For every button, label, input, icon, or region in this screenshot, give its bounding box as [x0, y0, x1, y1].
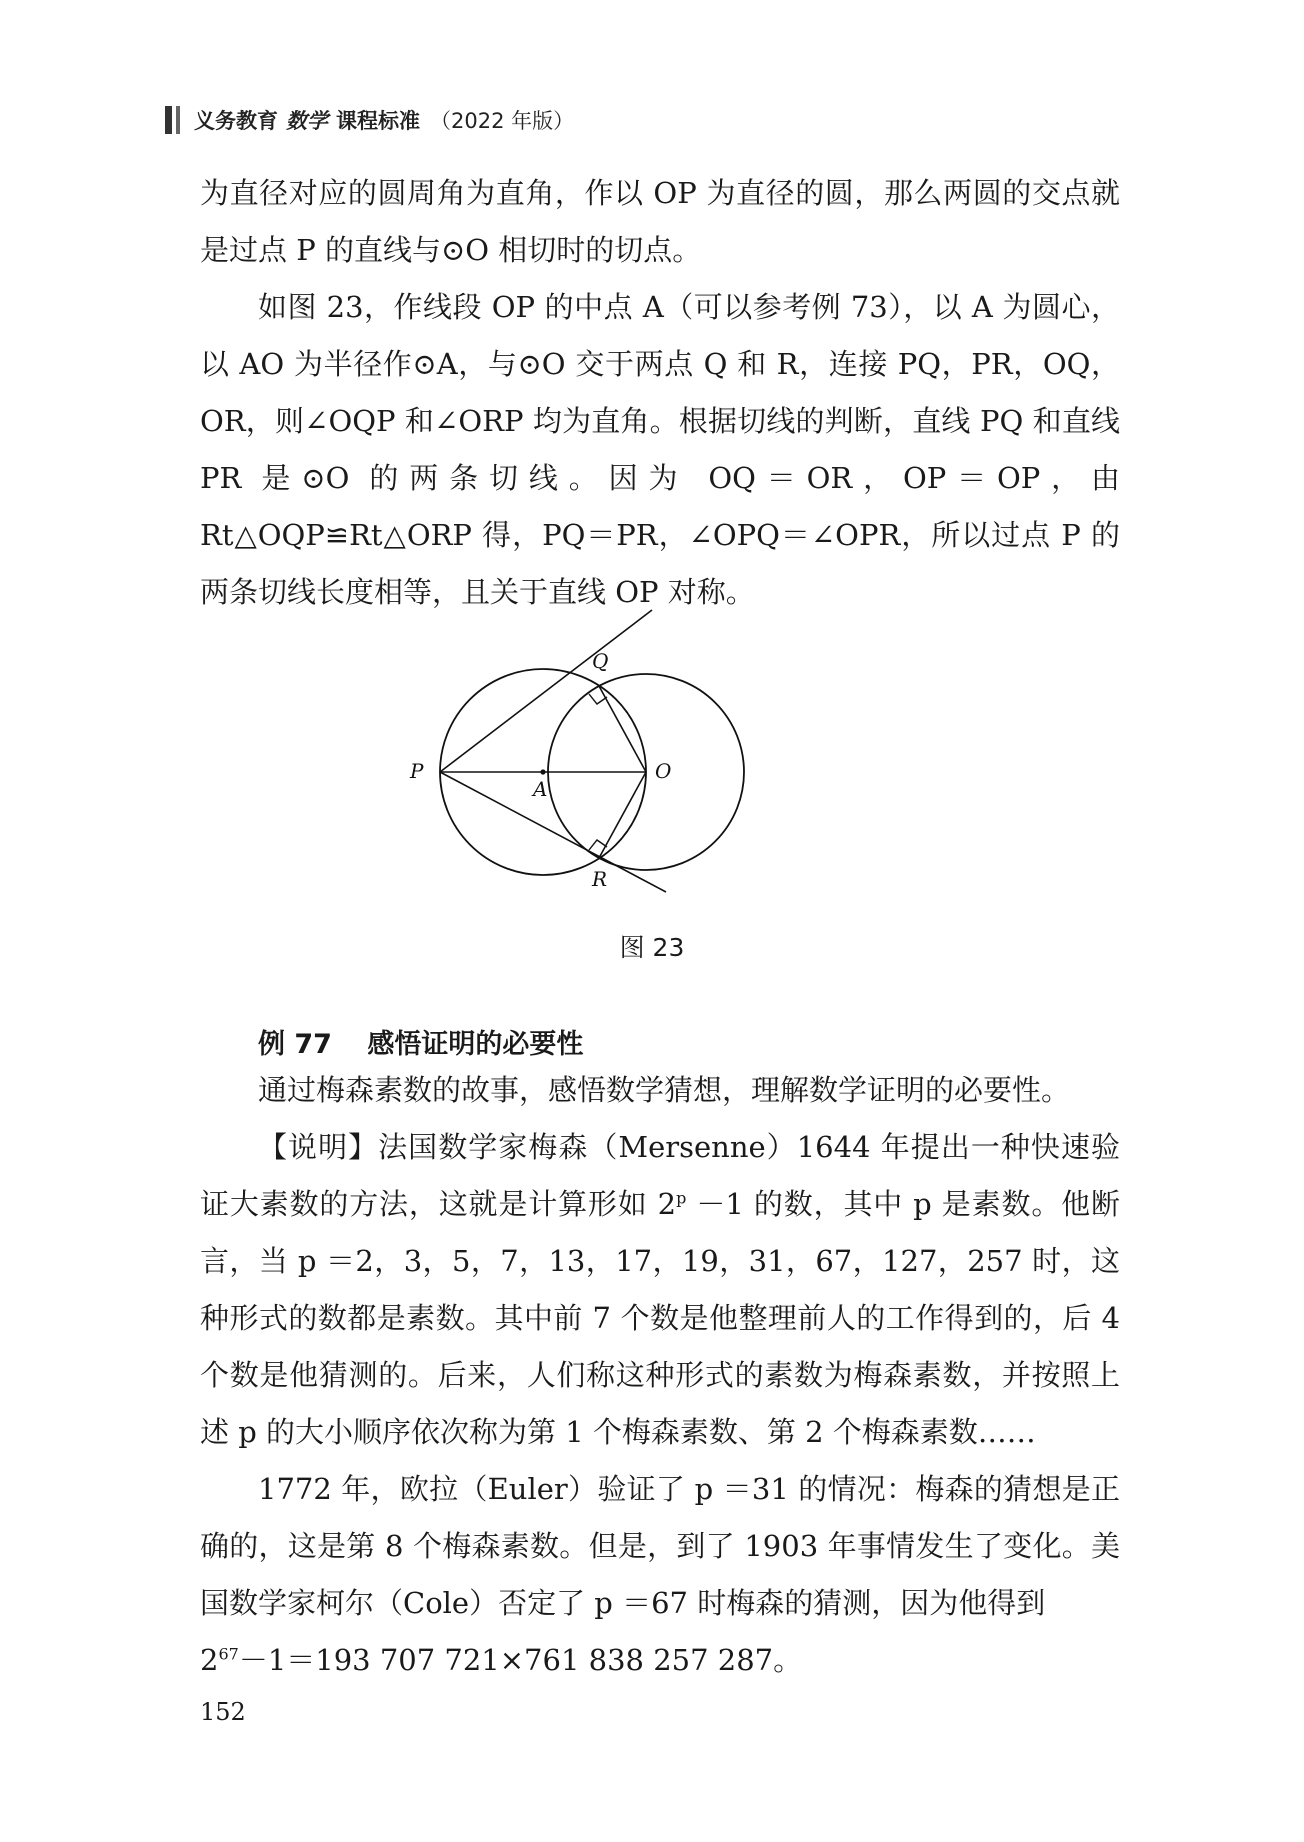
example-number: 例 77 [258, 1029, 332, 1060]
paragraph-figure-explanation: 如图 23，作线段 OP 的中点 A（可以参考例 73），以 A 为圆心，以 AO 为半径作⊙A，与⊙O 交于两点 Q 和 R，连接 PQ，PR，OQ，OR，则∠OQP 和∠ORP 均为直角。根据切线的判断，直线 PQ 和直线 PR 是⊙O 的两条切线。因为 OQ＝OR，OP＝OP，由 Rt△OQP≌Rt△ORP 得，PQ＝PR，∠OPQ＝∠OPR，所以过点 P 的两条切线长度相等，且关于直线 OP 对称。 [200, 290, 1120, 609]
paragraph-continuation: 为直径对应的圆周角为直角，作以 OP 为直径的圆，那么两圆的交点就是过点 P 的直线与⊙O 相切时的切点。 [200, 176, 1120, 267]
label-a: A [533, 777, 548, 801]
top-text-block [200, 165, 1120, 621]
header-bars-decoration [165, 106, 180, 134]
label-o: O [655, 759, 672, 783]
header-title-italic: 数学 [286, 109, 328, 133]
point-a [540, 769, 545, 774]
header-title-post: 课程标准 [336, 109, 420, 133]
example-heading [258, 1022, 583, 1061]
header-edition: （2022 年版） [430, 109, 575, 133]
paragraph-euler-cole: 1772 年，欧拉（Euler）验证了 p ＝31 的情况：梅森的猜想是正确的，这是第 8 个梅森素数。但是，到了 1903 年事情发生了变化。美国数学家柯尔（Cole）否定了 p ＝67 时梅森的猜测，因为他得到 $2^{67}-1=193$ 707 721×761 838 257 287。 [200, 1472, 1120, 1677]
geometry-diagram [410, 618, 880, 938]
figure-23 [410, 618, 880, 938]
paragraph-intro: 通过梅森素数的故事，感悟数学猜想，理解数学证明的必要性。 [258, 1073, 1071, 1107]
tangent-line-pq [440, 610, 652, 772]
example-title: 感悟证明的必要性 [367, 1029, 584, 1060]
label-q: Q [592, 649, 609, 673]
header-title-pre: 义务教育 [194, 109, 278, 133]
segment-oq [599, 686, 646, 772]
bottom-text-block [200, 1062, 1120, 1689]
paragraph-note: 【说明】法国数学家梅森（Mersenne）1644 年提出一种快速验证大素数的方法，这就是计算形如 $2^p -1$ 的数，其中 p 是素数。他断言，当 p ＝2，3，5，7，13，17，19，31，67，127，257 时，这种形式的数都是素数。其中前 7 个数是他整理前人的工作得到的，后 4 个数是他猜测的。后来，人们称这种形式的素数为梅森素数，并按照上述 p 的大小顺序依次称为第 1 个梅森素数、第 2 个梅森素数…… [200, 1130, 1120, 1449]
label-r: R [592, 867, 608, 891]
figure-caption: 图 23 [619, 933, 685, 962]
label-p: P [410, 759, 424, 783]
page-number: 152 [200, 1698, 246, 1726]
running-header [165, 105, 574, 135]
segment-or [599, 772, 646, 858]
